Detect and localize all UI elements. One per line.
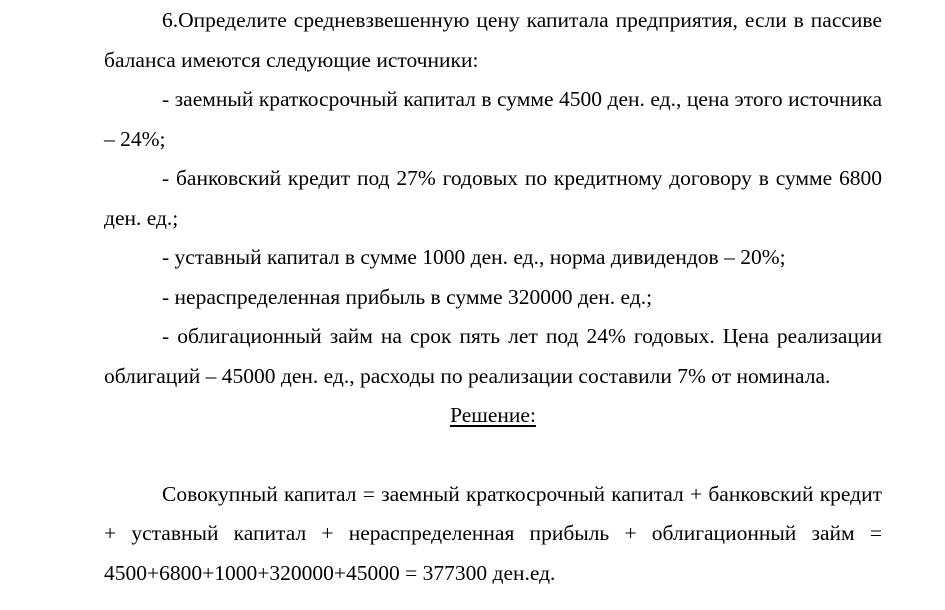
- solution-text: Совокупный капитал = заемный краткосрочный капитал + банковский кредит + уставный капитал + нераспределенная прибыль + облигационный займ = 4500+6800+1000+320000+45000 = 377300 ден.ед.: [104, 481, 882, 585]
- spacer: [104, 436, 882, 475]
- source-item-bond-loan: - облигационный займ на срок пять лет под 24% годовых. Цена реализации облигаций – 45000 ден. ед., расходы по реализации составили 7% от номинала.: [104, 324, 882, 388]
- source-item-short-term-loan: - заемный краткосрочный капитал в сумме 4500 ден. ед., цена этого источника – 24%;: [104, 87, 882, 151]
- source-item-bank-credit: - банковский кредит под 27% годовых по кредитному договору в сумме 6800 ден. ед.;: [104, 166, 882, 230]
- document-page: [104, 0, 882, 593]
- problem-statement: 6.Определите средневзвешенную цену капитала предприятия, если в пассиве баланса имеются следующие источники:: [104, 8, 882, 72]
- source-item-retained-earnings: - нераспределенная прибыль в сумме 320000 ден. ед.;: [162, 284, 653, 309]
- solution-heading: Решение:: [450, 403, 536, 427]
- source-item-charter-capital: - уставный капитал в сумме 1000 ден. ед., норма дивидендов – 20%;: [162, 245, 786, 269]
